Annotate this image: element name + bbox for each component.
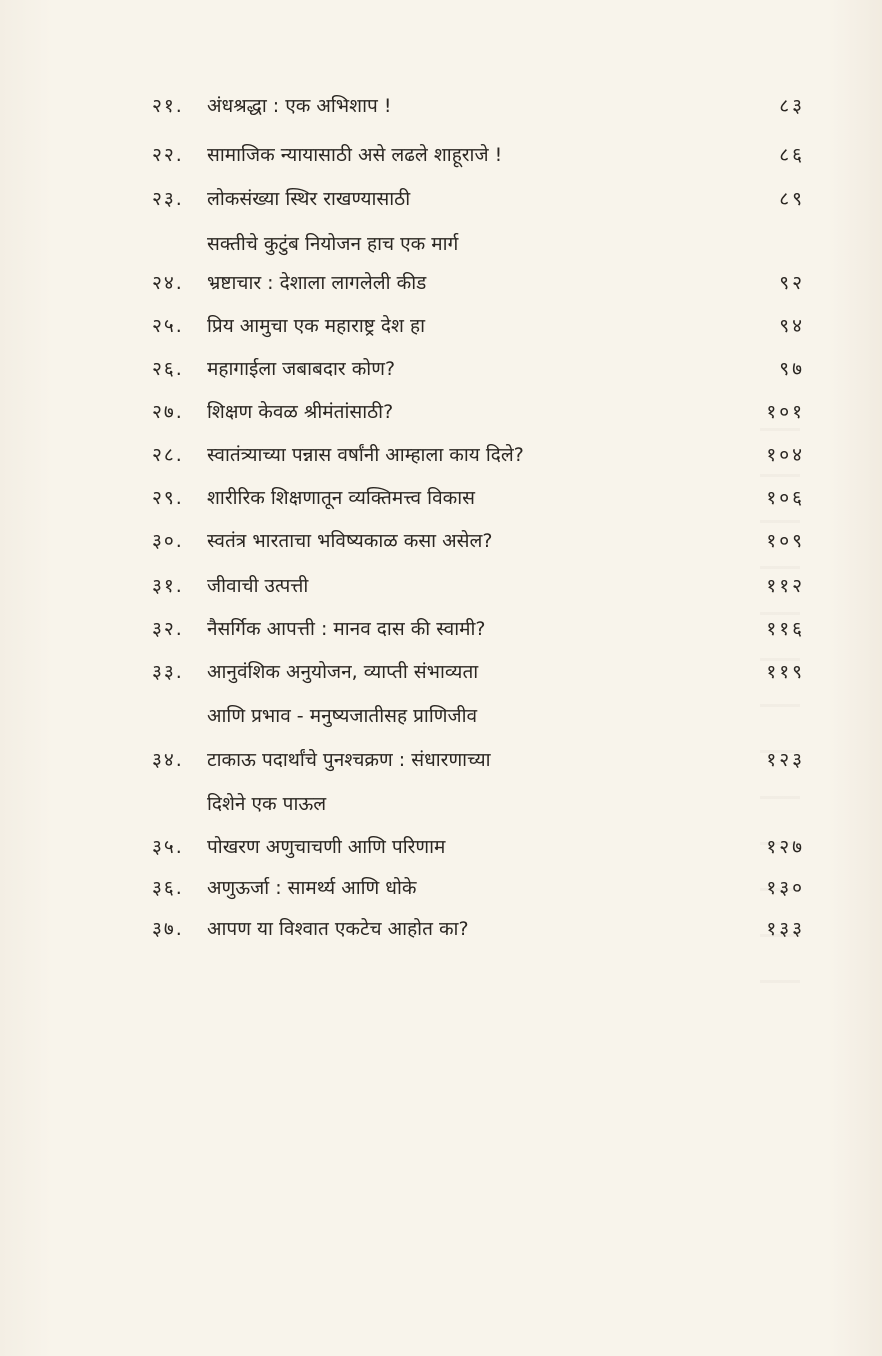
entry-title: पोखरण अणुचाचणी आणि परिणाम [207,836,446,858]
entry-number: ३०. [152,530,184,552]
entry-page-number: ९७ [779,358,805,380]
entry-number: २५. [152,315,184,337]
entry-page-number: १३३ [766,918,805,940]
entry-number: ३६. [152,877,184,899]
entry-title: नैसर्गिक आपत्ती : मानव दास की स्वामी? [207,618,486,640]
entry-title-continued: सक्तीचे कुटुंब नियोजन हाच एक मार्ग [207,233,459,255]
entry-number: २९. [152,487,184,509]
entry-title: शारीरिक शिक्षणातून व्यक्तिमत्त्व विकास [207,487,475,509]
entry-page-number: १०१ [766,401,805,423]
entry-number: ३३. [152,661,184,683]
entry-title: प्रिय आमुचा एक महाराष्ट्र देश हा [207,315,425,337]
entry-title: लोकसंख्या स्थिर राखण्यासाठी [207,188,411,210]
entry-title: स्वतंत्र भारताचा भविष्यकाळ कसा असेल? [207,530,493,552]
entry-title: टाकाऊ पदार्थांचे पुनश्चक्रण : संधारणाच्या [207,749,491,771]
entry-number: ३५. [152,836,184,858]
entry-title: अंधश्रद्धा : एक अभिशाप ! [207,95,392,117]
entry-number: २६. [152,358,184,380]
entry-title: सामाजिक न्यायासाठी असे लढले शाहूराजे ! [207,144,503,166]
entry-page-number: ९४ [779,315,805,337]
entry-title: महागाईला जबाबदार कोण? [207,358,396,380]
entry-page-number: ९२ [779,272,805,294]
entry-page-number: ८९ [779,188,805,210]
entry-number: २३. [152,188,184,210]
entry-page-number: ८३ [779,95,805,117]
entry-number: २१. [152,95,184,117]
entry-title: भ्रष्टाचार : देशाला लागलेली कीड [207,272,427,294]
entry-page-number: ११२ [766,575,805,597]
entry-title: आपण या विश्वात एकटेच आहोत का? [207,918,469,940]
entry-number: ३४. [152,749,184,771]
entry-number: ३२. [152,618,184,640]
entry-title: अणुऊर्जा : सामर्थ्य आणि धोके [207,877,417,899]
entry-number: २८. [152,444,184,466]
entry-page-number: १२३ [766,749,805,771]
entry-page-number: ११९ [766,661,805,683]
entry-title-continued: दिशेने एक पाऊल [207,793,327,815]
entry-number: २२. [152,144,184,166]
entry-page-number: १०४ [766,444,805,466]
entry-page-number: १३० [766,877,805,899]
entry-title-continued: आणि प्रभाव - मनुष्यजातीसह प्राणिजीव [207,705,478,727]
entry-number: ३१. [152,575,184,597]
entry-title: स्वातंत्र्याच्या पन्नास वर्षांनी आम्हाला काय दिले? [207,444,524,466]
entry-number: ३७. [152,918,184,940]
entry-page-number: ११६ [766,618,805,640]
entry-page-number: १०६ [766,487,805,509]
entry-number: २७. [152,401,184,423]
entry-title: जीवाची उत्पत्ती [207,575,309,597]
entry-page-number: १०९ [766,530,805,552]
entry-title: शिक्षण केवळ श्रीमंतांसाठी? [207,401,394,423]
entry-title: आनुवंशिक अनुयोजन, व्याप्ती संभाव्यता [207,661,479,683]
entry-page-number: १२७ [766,836,805,858]
entry-number: २४. [152,272,184,294]
entry-page-number: ८६ [779,144,805,166]
